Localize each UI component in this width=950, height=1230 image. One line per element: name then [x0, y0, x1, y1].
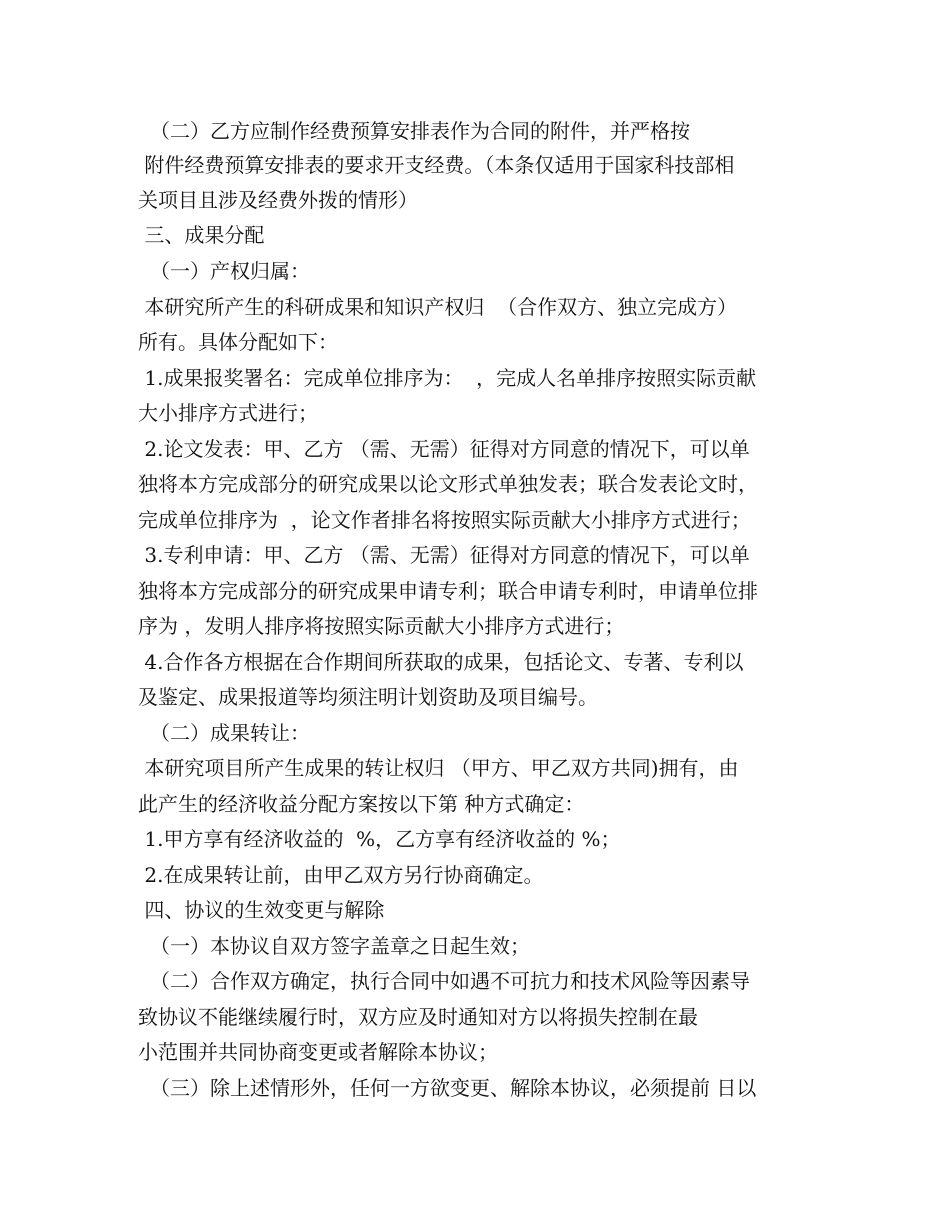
text-line: 完成单位排序为 ，论文作者排名将按照实际贡献大小排序方式进行；	[138, 508, 751, 532]
text-line: （二）合作双方确定，执行合同中如遇不可抗力和技术风险等因素导	[150, 969, 750, 993]
text-line: 序为 ，发明人排序将按照实际贡献大小排序方式进行；	[138, 614, 625, 638]
text-line: 独将本方完成部分的研究成果以论文形式单独发表；联合发表论文时，	[138, 472, 758, 496]
list-item: 2.在成果转让前，由甲乙双方另行协商确定。	[138, 863, 544, 887]
text-line: 此产生的经济收益分配方案按以下第 种方式确定：	[138, 792, 585, 816]
text-line: （三）除上述情形外，任何一方欲变更、解除本协议，必须提前 日以	[150, 1076, 757, 1100]
text-line: 本研究项目所产生成果的转让权归 （甲方、甲乙双方共同)拥有，由	[138, 756, 739, 780]
text-line: 小范围并共同协商变更或者解除本协议；	[138, 1040, 498, 1064]
list-item: 3.专利申请：甲、乙方 （需、无需）征得对方同意的情况下，可以单	[138, 543, 750, 567]
text-line: 本研究所产生的科研成果和知识产权归 （合作双方、独立完成方）	[138, 295, 738, 319]
subsection-heading: （一）产权归属：	[150, 259, 310, 283]
text-line: 所有。具体分配如下：	[138, 330, 338, 354]
list-item: 1.甲方享有经济收益的 %，乙方享有经济收益的 %；	[138, 827, 621, 851]
text-line: 独将本方完成部分的研究成果申请专利；联合申请专利时，申请单位排	[138, 579, 758, 603]
list-item: 2.论文发表：甲、乙方 （需、无需）征得对方同意的情况下，可以单	[138, 437, 750, 461]
text-line: （二）乙方应制作经费预算安排表作为合同的附件，并严格按	[150, 119, 690, 143]
text-line: （一）本协议自双方签字盖章之日起生效；	[150, 934, 530, 958]
text-line: 附件经费预算安排表的要求开支经费。（本条仅适用于国家科技部相	[138, 153, 735, 177]
text-line: 关项目且涉及经费外拨的情形）	[138, 188, 418, 212]
section-heading: 三、成果分配	[138, 223, 265, 247]
list-item: 4.合作各方根据在合作期间所获取的成果，包括论文、专著、专利以	[138, 650, 744, 674]
subsection-heading: （二）成果转让：	[150, 721, 310, 745]
text-line: 致协议不能继续履行时，双方应及时通知对方以将损失控制在最	[138, 1005, 698, 1029]
section-heading: 四、协议的生效变更与解除	[138, 898, 385, 922]
text-line: 大小排序方式进行；	[138, 401, 318, 425]
list-item: 1.成果报奖署名：完成单位排序为： ，完成人名单排序按照实际贡献	[138, 366, 757, 390]
text-line: 及鉴定、成果报道等均须注明计划资助及项目编号。	[138, 685, 598, 709]
